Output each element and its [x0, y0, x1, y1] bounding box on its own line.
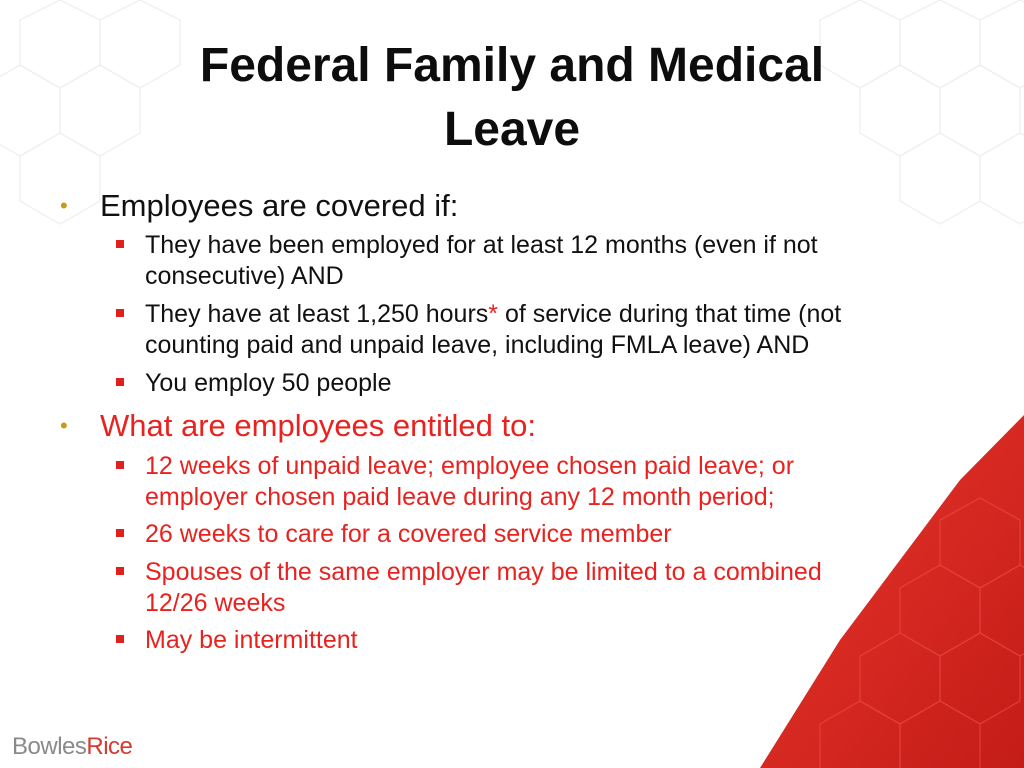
list-item	[145, 230, 955, 292]
square-bullet-icon	[116, 529, 124, 537]
list-item-line	[145, 299, 955, 330]
title-line-2: Leave	[443, 103, 581, 156]
list-item-line: May be intermittent	[145, 626, 358, 654]
hours-text: They have at least 1,250 hours	[145, 300, 489, 328]
bowles-rice-logo	[12, 732, 132, 762]
service-text: of service during that time (not	[498, 300, 842, 328]
square-bullet-icon	[116, 378, 124, 386]
list-item-line: consecutive) AND	[145, 262, 344, 290]
list-item	[145, 368, 955, 399]
logo-word-rice: Rice	[86, 733, 133, 760]
title-line-1: Federal Family and Medical	[199, 39, 825, 92]
logo-word-bowles: Bowles	[12, 733, 87, 760]
list-item-line: 26 weeks to care for a covered service member	[145, 520, 672, 548]
list-item	[145, 519, 955, 550]
section2-heading: What are employees entitled to:	[100, 408, 536, 443]
list-item	[145, 625, 955, 656]
section1-heading: Employees are covered if:	[100, 188, 459, 223]
asterisk-mark: *	[488, 300, 499, 328]
list-item	[145, 557, 955, 619]
square-bullet-icon	[116, 461, 124, 469]
list-item-line: They have been employed for at least 12 months (even if not	[145, 231, 818, 259]
list-item	[145, 299, 955, 361]
list-item-line: counting paid and unpaid leave, including FMLA leave) AND	[145, 331, 810, 359]
bullet-icon: •	[60, 193, 68, 218]
bullet-icon: •	[60, 413, 68, 438]
list-item	[145, 451, 955, 513]
list-item-line: You employ 50 people	[145, 369, 392, 397]
list-item-line: Spouses of the same employer may be limited to a combined	[145, 558, 822, 586]
square-bullet-icon	[116, 567, 124, 575]
list-item-line: 12 weeks of unpaid leave; employee chosen paid leave; or	[145, 452, 795, 480]
square-bullet-icon	[116, 309, 124, 317]
square-bullet-icon	[116, 240, 124, 248]
square-bullet-icon	[116, 635, 124, 643]
list-item-line: 12/26 weeks	[145, 589, 286, 617]
list-item-line: employer chosen paid leave during any 12 month period;	[145, 483, 775, 511]
